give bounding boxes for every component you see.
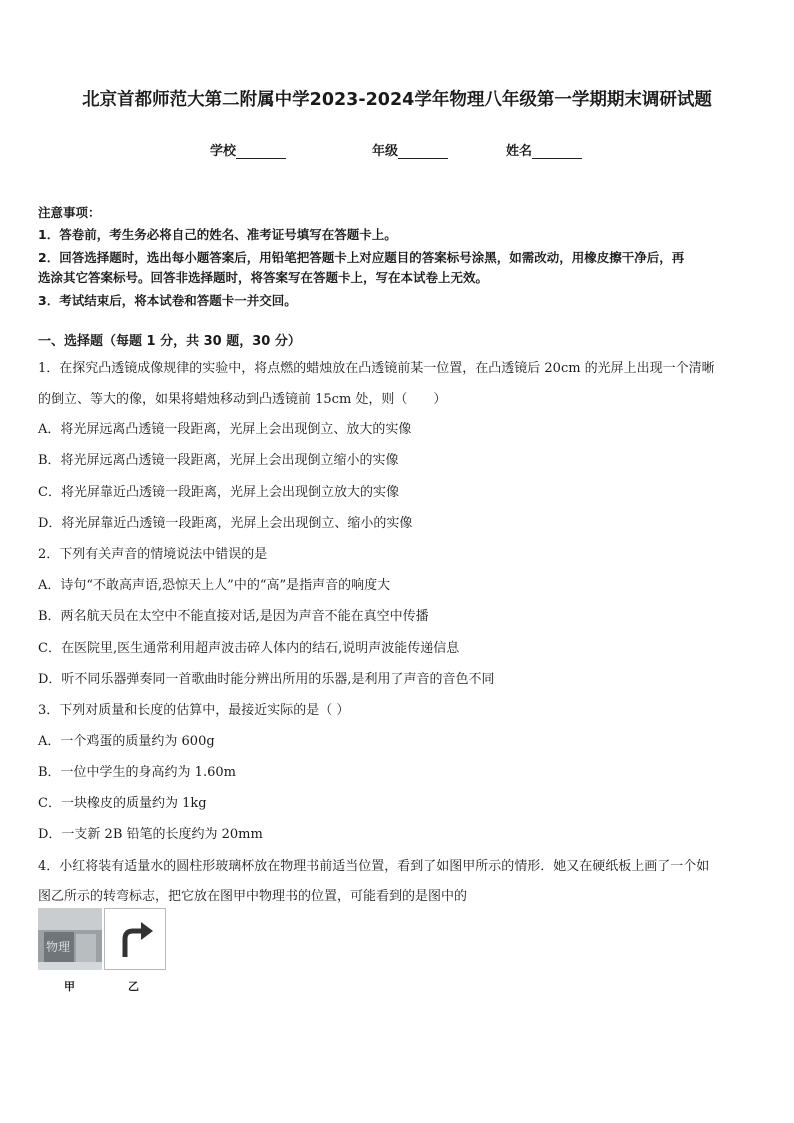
question-stem: 4．小红将装有适量水的圆柱形玻璃杯放在物理书前适当位置，看到了如图甲所示的情形．她又在硬纸板上画了一个如 <box>38 859 710 874</box>
name-blank <box>532 144 582 159</box>
notice-item: 3．考试结束后，将本试卷和答题卡一并交回。 <box>38 293 297 308</box>
figure-jia-photo <box>38 908 102 970</box>
school-label: 学校 <box>210 144 237 159</box>
question-stem: 3．下列对质量和长度的估算中，最接近实际的是（ ） <box>38 703 350 718</box>
grade-label: 年级 <box>372 144 399 159</box>
notice-item: 2．回答选择题时，选出每小题答案后，用铅笔把答题卡上对应题目的答案标号涂黑，如需改动，用橡皮擦干净后，再 <box>38 250 685 265</box>
figure-yi-label: 乙 <box>128 980 139 993</box>
name-label: 姓名 <box>506 144 533 159</box>
notice-heading: 注意事项： <box>38 205 101 220</box>
notice-item: 选涂其它答案标号。回答非选择题时，将答案写在答题卡上，写在本试卷上无效。 <box>38 270 489 285</box>
figure-jia-label: 甲 <box>64 980 75 993</box>
school-field <box>210 140 286 159</box>
section-heading: 一、选择题（每题 1 分，共 30 题，30 分） <box>38 334 301 349</box>
question-stem: 的倒立、等大的像，如果将蜡烛移动到凸透镜前 15cm 处，则（ ） <box>38 392 447 407</box>
option-d: D．一支新 2B 铅笔的长度约为 20mm <box>38 827 263 842</box>
question-stem: 图乙所示的转弯标志，把它放在图甲中物理书的位置，可能看到的是图中的 <box>38 889 468 904</box>
option-c: C．将光屏靠近凸透镜一段距离，光屏上会出现倒立放大的实像 <box>38 485 399 500</box>
option-b: B．两名航天员在太空中不能直接对话,是因为声音不能在真空中传播 <box>38 609 429 624</box>
question-stem: 1．在探究凸透镜成像规律的实验中，将点燃的蜡烛放在凸透镜前某一位置，在凸透镜后 20cm 的光屏上出现一个清晰 <box>38 361 715 376</box>
option-d: D．将光屏靠近凸透镜一段距离，光屏上会出现倒立、缩小的实像 <box>38 516 413 531</box>
question-stem: 2．下列有关声音的情境说法中错误的是 <box>38 547 268 562</box>
option-a: A．诗句“不敢高声语,恐惊天上人”中的“高”是指声音的响度大 <box>38 578 391 593</box>
page-title: 北京首都师范大第二附属中学2023-2024学年物理八年级第一学期期末调研试题 <box>82 90 712 110</box>
option-b: B．一位中学生的身高约为 1.60m <box>38 765 236 780</box>
option-a: A．将光屏远离凸透镜一段距离，光屏上会出现倒立、放大的实像 <box>38 422 412 437</box>
grade-blank <box>398 144 448 159</box>
grade-field <box>372 140 448 159</box>
turn-right-arrow-icon <box>105 909 165 969</box>
figure-jia-book-text: 物理 <box>46 940 71 954</box>
option-d: D．听不同乐器弹奏同一首歌曲时能分辨出所用的乐器,是利用了声音的音色不同 <box>38 672 495 687</box>
option-c: C．一块橡皮的质量约为 1kg <box>38 796 207 811</box>
name-field <box>506 140 582 159</box>
option-c: C．在医院里,医生通常利用超声波击碎人体内的结石,说明声波能传递信息 <box>38 641 460 656</box>
school-blank <box>236 144 286 159</box>
figure-yi-sign <box>104 908 166 970</box>
option-b: B．将光屏远离凸透镜一段距离，光屏上会出现倒立缩小的实像 <box>38 453 399 468</box>
option-a: A．一个鸡蛋的质量约为 600g <box>38 734 215 749</box>
notice-item: 1．答卷前，考生务必将自己的姓名、准考证号填写在答题卡上。 <box>38 227 397 242</box>
